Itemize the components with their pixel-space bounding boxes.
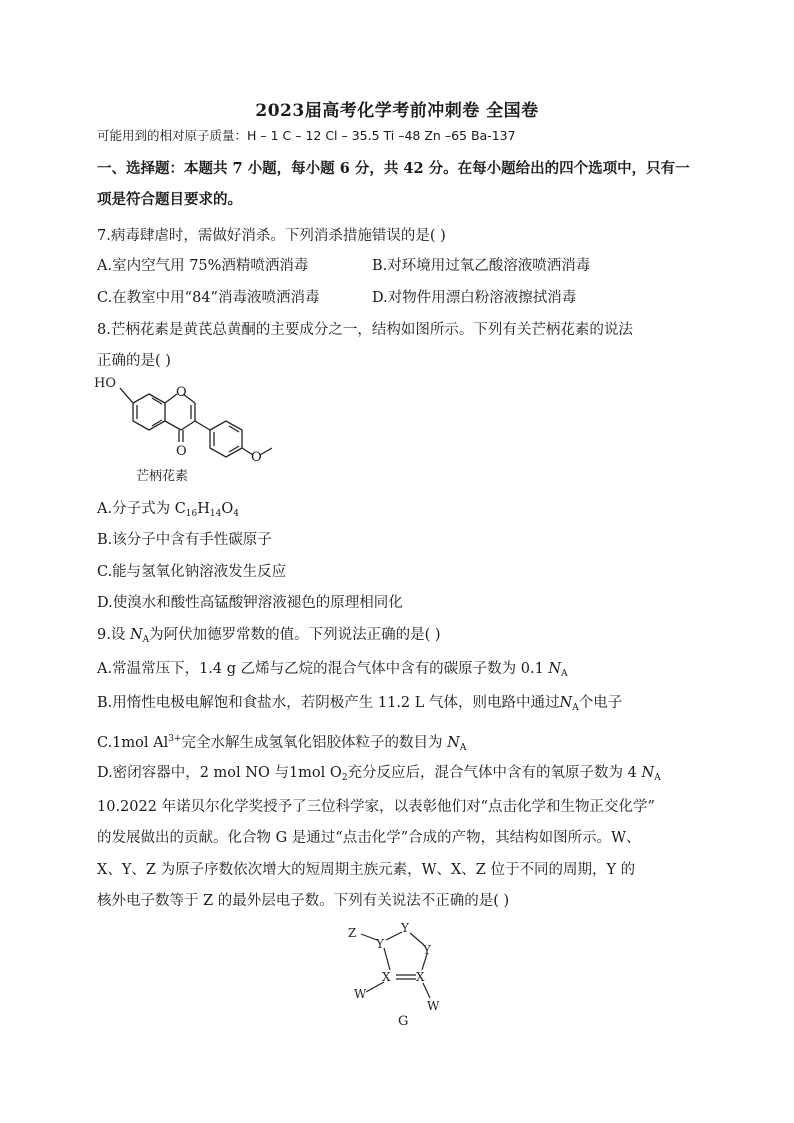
atom-x-left: X [382, 970, 391, 984]
q8-option-d: D.使溴水和酸性高锰酸钾溶液褪色的原理相同化 [97, 595, 403, 611]
q8-stem-line2: 正确的是( ) [97, 353, 171, 369]
section-heading: 一、选择题：本题共 7 小题，每小题 6 分，共 42 分。在每小题给出的四个选项中，只有一项是符合题目要求的。 [97, 160, 690, 208]
q9-option-d: D.密闭容器中，2 mol NO 与1mol $O_2$充分反应后，混合气体中含有的氧原子数为 4 $N_A$ [97, 765, 661, 783]
q7-option-d: D.对物件用漂白粉溶液擦拭消毒 [372, 290, 577, 306]
page-title: 2023届高考化学考前冲刺卷 全国卷 [255, 101, 539, 121]
structure-caption-g: G [398, 1014, 409, 1029]
q9-option-c: C.1mol $Al^{3+}$完全水解生成氢氧化铝胶体粒子的数目为 $N_A$ [97, 734, 467, 753]
atom-w-right: W [427, 999, 440, 1013]
q8-option-c: C.能与氢氧化钠溶液发生反应 [97, 564, 287, 580]
atom-w-left: W [354, 987, 367, 1001]
q10-stem-line4: 核外电子数等于 Z 的最外层电子数。下列有关说法不正确的是( ) [97, 893, 510, 909]
q9-option-a: A.常温常压下，1.4 g 乙烯与乙烷的混合气体中含有的碳原子数为 0.1 $N_A$ [97, 661, 568, 679]
ho-label: HO [94, 376, 116, 391]
q10-stem-line3: X、Y、Z 为原子序数依次增大的短周期主族元素，W、X、Z 位于不同的周期，Y 的 [97, 862, 636, 878]
atom-x-right: X [416, 970, 425, 984]
methoxy-oxygen-label: O [251, 450, 262, 465]
ring-oxygen-label: O [176, 385, 187, 400]
q8-option-b: B.该分子中含有手性碳原子 [97, 532, 272, 548]
atom-y-right: Y [423, 943, 431, 957]
formononetin-structure [92, 372, 282, 490]
q7-stem: 7.病毒肆虐时，需做好消杀。下列消杀措施错误的是( ) [97, 228, 446, 244]
q7-option-c: C.在教室中用“84”消毒液喷洒消毒 [97, 290, 320, 306]
compound-g-structure [340, 918, 460, 1030]
atom-y-left: Y [376, 937, 384, 951]
q9-option-b: B.用惰性电极电解饱和食盐水，若阴极产生 11.2 L 气体，则电路中通过$N_A$个电子 [97, 695, 623, 713]
q7-option-b: B.对环境用过氧乙酸溶液喷洒消毒 [372, 258, 591, 274]
atomic-masses: 可能用到的相对原子质量：H – 1 C – 12 Cl – 35.5 Ti –48 Zn –65 Ba-137 [97, 128, 516, 143]
q8-option-a: A.分子式为 $C_{16}H_{14}O_4$ [97, 501, 239, 519]
atom-y-top: Y [401, 921, 409, 935]
q8-stem-line1: 8.芒柄花素是黄芪总黄酮的主要成分之一，结构如图所示。下列有关芒柄花素的说法 [97, 322, 633, 338]
carbonyl-oxygen-label: O [176, 444, 187, 459]
atom-z: Z [348, 926, 357, 940]
q10-stem-line1: 10.2022 年诺贝尔化学奖授予了三位科学家，以表彰他们对“点击化学和生物正交化学” [97, 799, 655, 815]
structure-caption: 芒柄花素 [136, 469, 189, 484]
q10-stem-line2: 的发展做出的贡献。化合物 G 是通过“点击化学”合成的产物，其结构如图所示。W、 [97, 830, 641, 846]
q9-stem: 9.设 $N_A$为阿伏加德罗常数的值。下列说法正确的是( ) [97, 627, 441, 645]
q7-option-a: A.室内空气用 75%酒精喷洒消毒 [97, 258, 309, 274]
